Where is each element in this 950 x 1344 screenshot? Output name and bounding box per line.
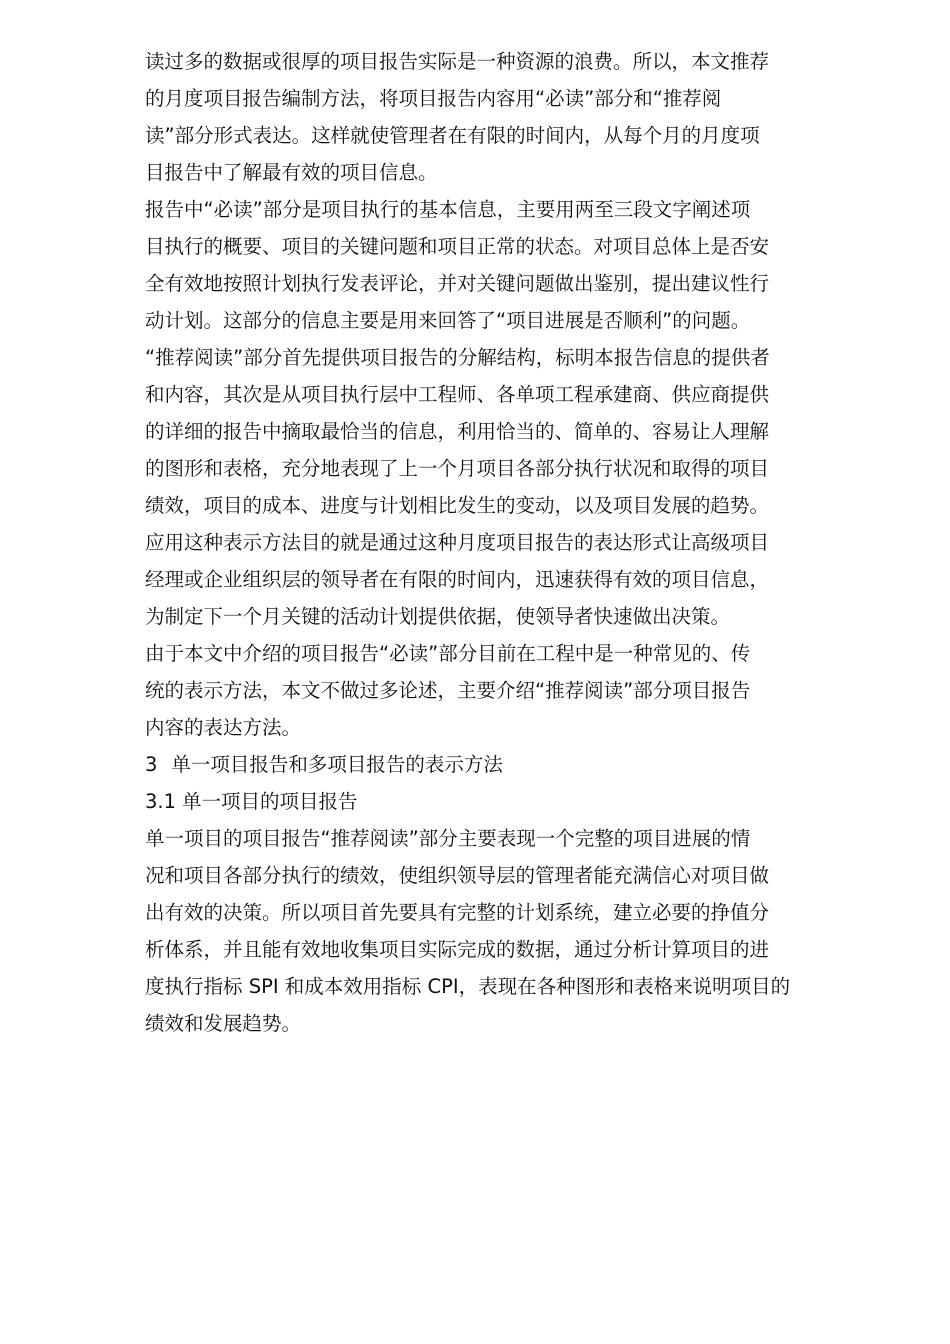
text-line: 读过多的数据或很厚的项目报告实际是一种资源的浪费。所以，本文推荐 (145, 50, 770, 73)
paragraph (145, 339, 880, 524)
text-line: 况和项目各部分执行的绩效，使组织领导层的管理者能充满信心对项目做 (145, 864, 770, 887)
text-line: 读”部分形式表达。这样就使管理者在有限的时间内，从每个月的月度项 (145, 124, 760, 147)
text-line: 析体系，并且能有效地收集项目实际完成的数据，通过分析计算项目的进 (145, 938, 770, 961)
text-line: 度执行指标 SPI 和成本效用指标 CPI，表现在各种图形和表格来说明项目的 (145, 975, 791, 998)
section-number: 3 (145, 753, 158, 776)
text-line: 绩效，项目的成本、进度与计划相比发生的变动，以及项目发展的趋势。 (145, 494, 770, 517)
text-line: 出有效的决策。所以项目首先要具有完整的计划系统，建立必要的挣值分 (145, 901, 770, 924)
section-title: 单一项目报告和多项目报告的表示方法 (171, 753, 503, 776)
paragraph (145, 820, 880, 1042)
subsection-title: 单一项目的项目报告 (182, 790, 358, 813)
text-line: 为制定下一个月关键的活动计划提供依据，使领导者快速做出决策。 (145, 605, 731, 628)
text-line: 经理或企业组织层的领导者在有限的时间内，迅速获得有效的项目信息， (145, 568, 770, 591)
subsection-number: 3.1 (145, 790, 177, 813)
text-line: “推荐阅读”部分首先提供项目报告的分解结构，标明本报告信息的提供者 (145, 346, 770, 369)
text-line: 内容的表达方法。 (145, 716, 302, 739)
text-line: 目报告中了解最有效的项目信息。 (145, 161, 438, 184)
text-line: 由于本文中介绍的项目报告“必读”部分目前在工程中是一种常见的、传 (145, 642, 751, 665)
text-line: 的月度项目报告编制方法，将项目报告内容用“必读”部分和“推荐阅 (145, 87, 722, 110)
text-line: 单一项目的项目报告“推荐阅读”部分主要表现一个完整的项目进展的情 (145, 827, 751, 850)
text-line: 动计划。这部分的信息主要是用来回答了“项目进展是否顺利”的问题。 (145, 309, 751, 332)
paragraph (145, 43, 880, 191)
text-line: 绩效和发展趋势。 (145, 1012, 302, 1035)
text-line: 报告中“必读”部分是项目执行的基本信息，主要用两至三段文字阐述项 (145, 198, 751, 221)
section-heading (145, 746, 880, 783)
text-line: 统的表示方法，本文不做过多论述，主要介绍“推荐阅读”部分项目报告 (145, 679, 751, 702)
subsection-heading (145, 783, 880, 820)
paragraph (145, 635, 880, 746)
text-line: 目执行的概要、项目的关键问题和项目正常的状态。对项目总体上是否安 (145, 235, 770, 258)
text-line: 应用这种表示方法目的就是通过这种月度项目报告的表达形式让高级项目 (145, 531, 770, 554)
text-line: 全有效地按照计划执行发表评论，并对关键问题做出鉴别，提出建议性行 (145, 272, 770, 295)
text-line: 的详细的报告中摘取最恰当的信息，利用恰当的、简单的、容易让人理解 (145, 420, 770, 443)
paragraph (145, 191, 880, 339)
text-line: 的图形和表格，充分地表现了上一个月项目各部分执行状况和取得的项目 (145, 457, 770, 480)
document-page (145, 43, 880, 1042)
text-line: 和内容，其次是从项目执行层中工程师、各单项工程承建商、供应商提供 (145, 383, 770, 406)
paragraph (145, 524, 880, 635)
